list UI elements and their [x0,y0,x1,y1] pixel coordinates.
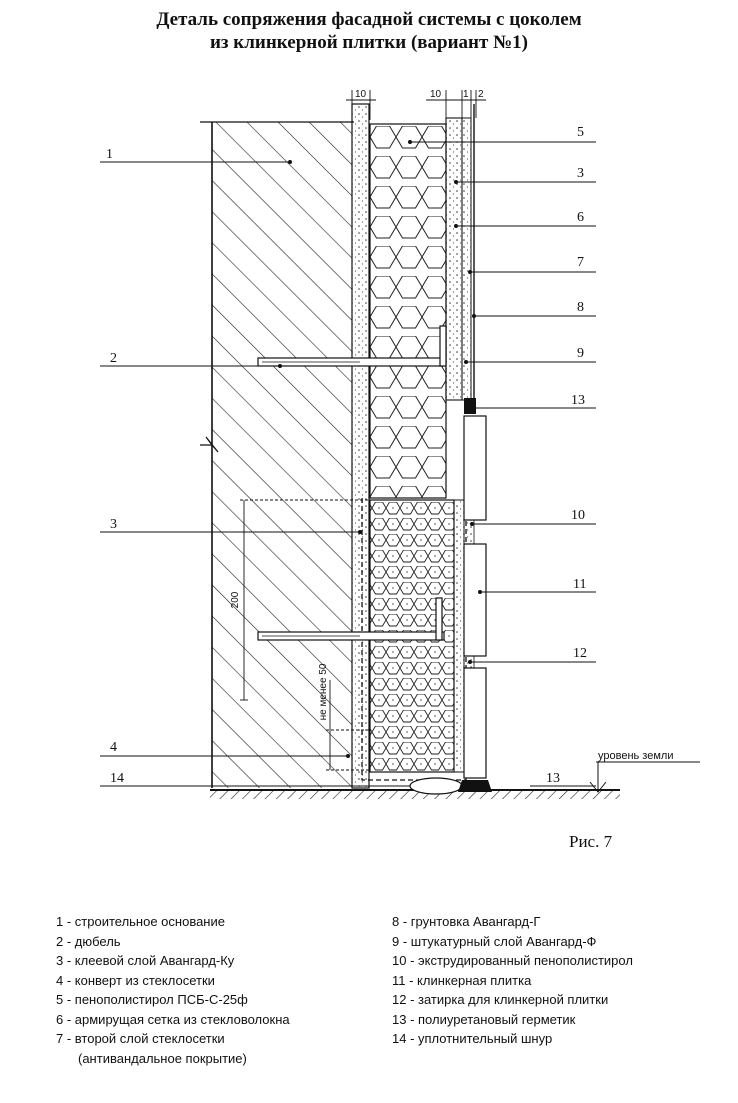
legend-item: 3 - клеевой слой Авангард-Ку [56,953,235,968]
callout-3-left: 3 [110,517,117,532]
callout-2: 2 [110,351,117,366]
legend-item: 10 - экструдированный пенополистирол [392,953,633,968]
legend-right [392,912,633,1049]
legend-item-continuation: (антивандальное покрытие) [78,1050,247,1066]
dim-top-mid-label: 10 [430,89,442,100]
legend-item: 11 - клинкерная плитка [392,972,532,988]
callout-12: 12 [573,646,587,661]
callout-5: 5 [577,125,584,140]
construction-base [212,122,352,788]
sealant-top [464,398,476,414]
legend-item: 9 - штукатурный слой Авангард-Ф [392,933,597,949]
legend-item: 13 - полиуретановый герметик [392,1011,576,1027]
legend-item: 6 - армирущая сетка из стекловолокна [56,1011,290,1027]
adhesive-layer [352,104,369,788]
dim-top-left-label: 10 [355,89,367,100]
ground-hatch [210,791,620,799]
dim-top-two-label: 2 [478,89,484,100]
lower-plaster-layer [454,500,464,772]
clinker-tiles [464,416,486,778]
legend-item: 8 - грунтовка Авангард-Г [392,914,541,929]
ground-level-label: уровень земли [598,750,674,762]
dim-200-label: 200 [230,591,241,609]
callout-8: 8 [577,300,584,315]
clinker-tile [464,416,486,520]
drawing-title-line-1: Деталь сопряжения фасадной системы с цоколем [156,9,582,30]
dim-not-less-label: не менее 50 [318,663,329,721]
sealant-bottom [458,780,492,792]
legend-item: 5 - пенополистирол ПСБ-С-25ф [56,992,248,1007]
legend-item: 1 - строительное основание [56,914,225,929]
callout-7: 7 [577,255,584,270]
legend-left [56,912,290,1068]
callout-11: 11 [573,577,587,592]
legend-item: 14 - уплотнительный шнур [392,1031,553,1046]
dim-top-one-label: 1 [463,89,469,100]
callout-13-top: 13 [571,393,585,408]
clinker-tile [464,668,486,778]
figure-caption: Рис. 7 [569,832,613,851]
callout-10: 10 [571,508,585,523]
sealing-cord [410,778,462,794]
legend-item: 2 - дюбель [56,933,121,949]
callout-3-right: 3 [577,166,584,181]
legend-item: 12 - затирка для клинкерной плитки [392,992,609,1007]
reinforcing-mesh-layer [446,118,462,400]
eps-insulation [370,124,446,498]
legend-item: 7 - второй слой стеклосетки [56,1031,225,1046]
callout-14: 14 [110,771,124,786]
callout-13-bottom: 13 [546,771,560,786]
callout-4: 4 [110,740,117,755]
plaster-layer [462,118,471,400]
legend-item: 4 - конверт из стеклосетки [56,972,215,988]
callout-9: 9 [577,346,584,361]
callout-6: 6 [577,210,584,225]
clinker-tile [464,544,486,656]
drawing-title-line-2: из клинкерной плитки (вариант №1) [209,32,529,53]
callout-1: 1 [106,147,113,162]
